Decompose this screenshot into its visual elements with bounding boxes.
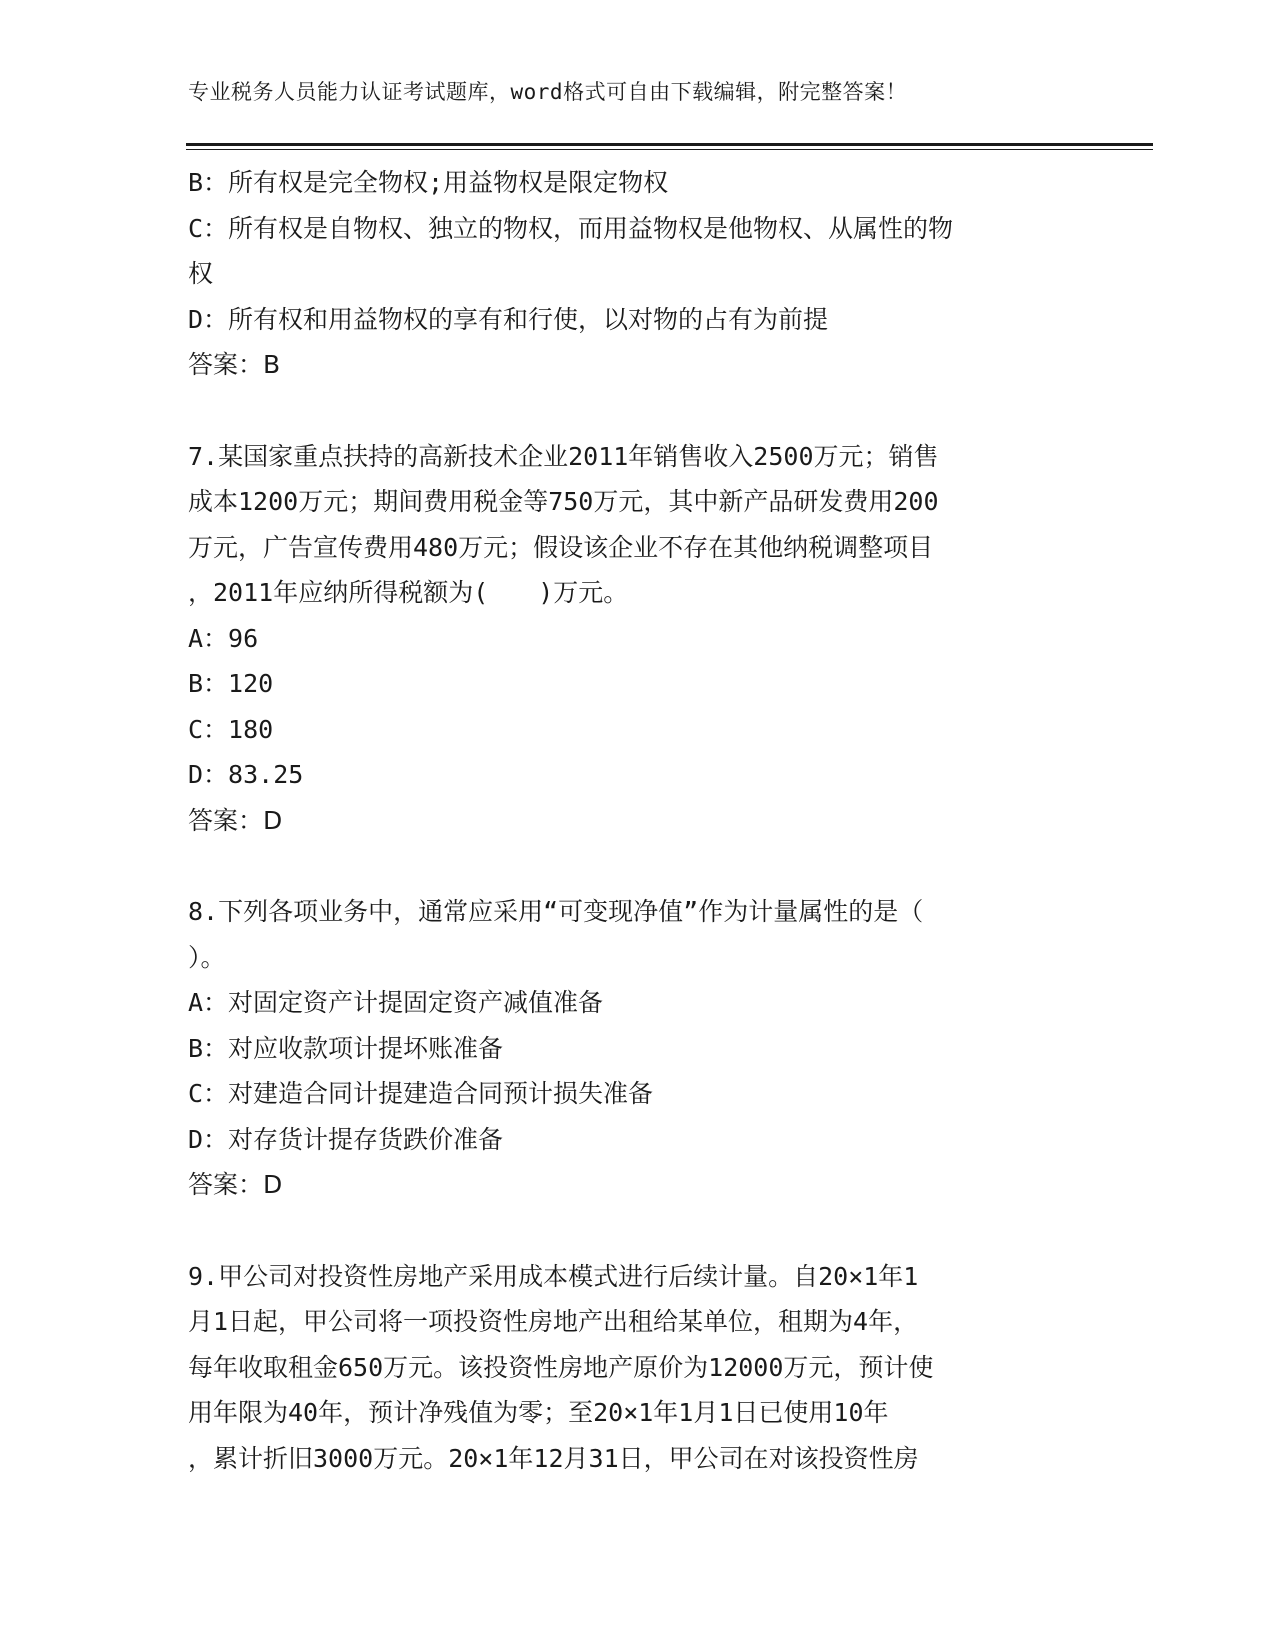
- q9-stem-line5: ，累计折旧3000万元。20×1年12月31日，甲公司在对该投资性房: [188, 1443, 919, 1473]
- q8-option-c: C：对建造合同计提建造合同预计损失准备: [188, 1079, 654, 1108]
- spacer: [188, 843, 1088, 889]
- q7-option-a: A：96: [188, 623, 259, 653]
- q9-stem-line4: 用年限为40年，预计净残值为零；至20×1年1月1日已使用10年: [188, 1398, 889, 1427]
- spacer: [188, 1208, 1088, 1254]
- q8-option-d: D：对存货计提存货跌价准备: [188, 1124, 504, 1154]
- q7-option-c: C：180: [188, 714, 274, 744]
- q7-stem-line4: ，2011年应纳所得税额为( )万元。: [188, 578, 629, 607]
- q7-option-b: B：120: [188, 669, 274, 698]
- q8-stem-line2: ）。: [188, 942, 226, 972]
- q6-option-c-line2: 权: [188, 259, 214, 288]
- q8-option-a: A：对固定资产计提固定资产减值准备: [188, 988, 604, 1017]
- spacer: [188, 388, 1088, 434]
- q6-answer: 答案：B: [188, 350, 281, 379]
- q8-stem-line1: 8.下列各项业务中，通常应采用“可变现净值”作为计量属性的是（: [188, 897, 924, 926]
- q7-stem-line3: 万元，广告宣传费用480万元；假设该企业不存在其他纳税调整项目: [188, 532, 934, 562]
- q6-option-c-line1: C：所有权是自物权、独立的物权，而用益物权是他物权、从属性的物: [188, 213, 954, 243]
- q6-option-b: B：所有权是完全物权;用益物权是限定物权: [188, 168, 669, 197]
- header-divider-thin: [186, 149, 1153, 150]
- q9-stem-line1: 9.甲公司对投资性房地产采用成本模式进行后续计量。自20×1年1: [188, 1261, 919, 1291]
- q8-answer: 答案：D: [188, 1170, 283, 1199]
- q9-stem-line3: 每年收取租金650万元。该投资性房地产原价为12000万元，预计使: [188, 1352, 934, 1382]
- q9-stem-line2: 月1日起，甲公司将一项投资性房地产出租给某单位，租期为4年，: [188, 1307, 919, 1336]
- page-header-title: 专业税务人员能力认证考试题库，word格式可自由下载编辑，附完整答案！: [188, 80, 908, 104]
- q7-option-d: D：83.25: [188, 760, 304, 789]
- q7-stem-line2: 成本1200万元；期间费用税金等750万元，其中新产品研发费用200: [188, 487, 939, 516]
- header-divider-thick: [186, 143, 1153, 146]
- q6-option-d: D：所有权和用益物权的享有和行使，以对物的占有为前提: [188, 304, 829, 334]
- q8-option-b: B：对应收款项计提坏账准备: [188, 1033, 504, 1063]
- q7-answer: 答案：D: [188, 805, 283, 835]
- document-body: [188, 160, 1088, 1481]
- q7-stem-line1: 7.某国家重点扶持的高新技术企业2011年销售收入2500万元；销售: [188, 441, 939, 471]
